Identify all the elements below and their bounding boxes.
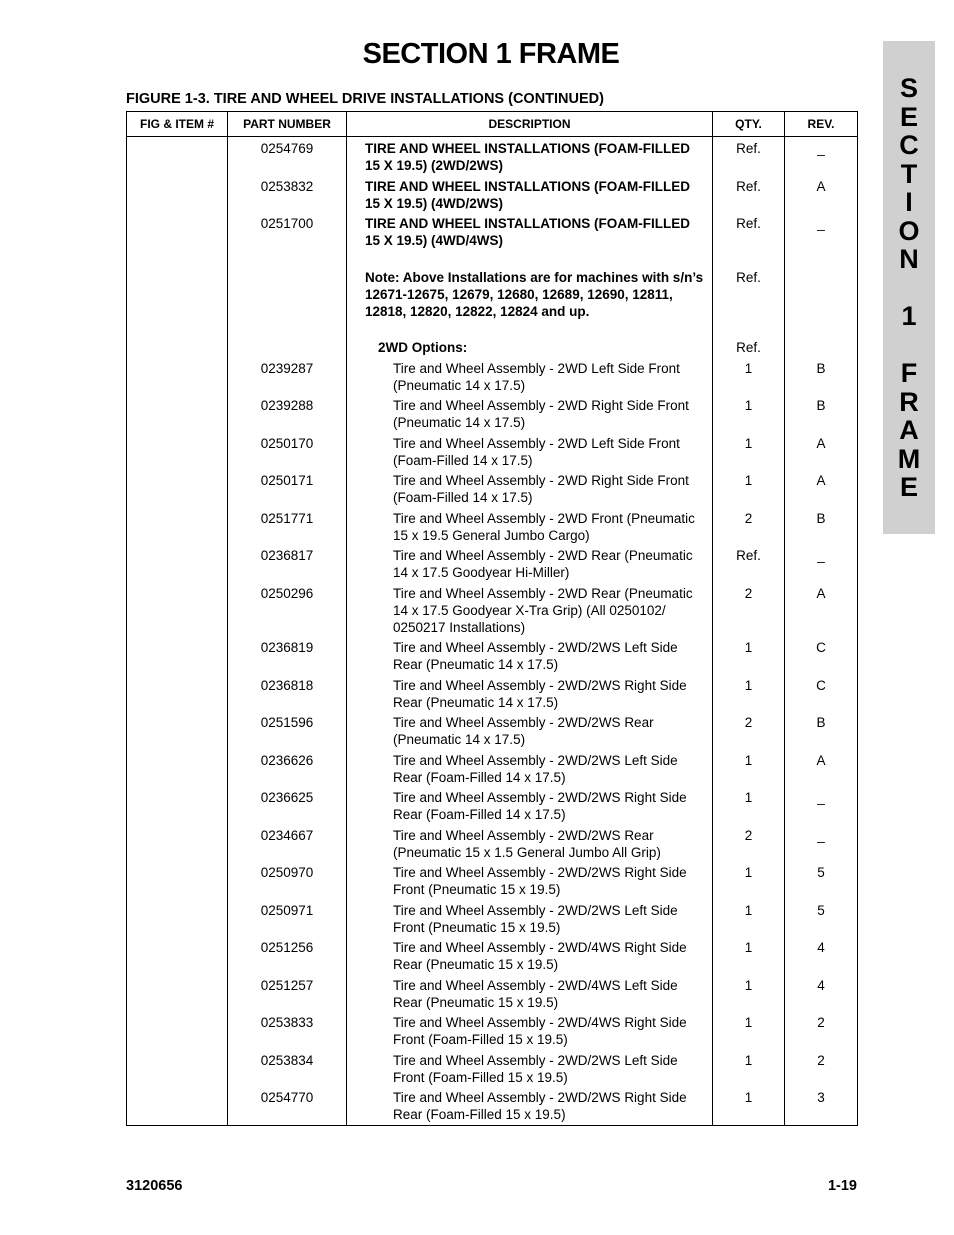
cell-part-number: 0236818 bbox=[228, 677, 347, 715]
cell-part-number: 0234667 bbox=[228, 827, 347, 865]
cell-description: Tire and Wheel Assembly - 2WD/2WS Left Side Front (Foam-Filled 15 x 19.5) bbox=[347, 1052, 713, 1090]
side-tab-letter: M bbox=[897, 443, 921, 474]
cell-fig-item bbox=[127, 1052, 228, 1090]
table-row bbox=[127, 1052, 858, 1090]
cell-fig-item bbox=[127, 827, 228, 865]
side-tab-letter: E bbox=[899, 101, 918, 132]
cell-fig-item bbox=[127, 323, 228, 360]
table-row bbox=[127, 1089, 858, 1126]
cell-fig-item bbox=[127, 977, 228, 1015]
cell-rev: _ bbox=[785, 789, 858, 827]
cell-rev: B bbox=[785, 360, 858, 398]
cell-fig-item bbox=[127, 677, 228, 715]
cell-part-number: 0236626 bbox=[228, 752, 347, 790]
cell-fig-item bbox=[127, 253, 228, 324]
cell-part-number: 0253832 bbox=[228, 178, 347, 216]
cell-qty: 1 bbox=[713, 789, 785, 827]
cell-rev: C bbox=[785, 677, 858, 715]
cell-description: Tire and Wheel Assembly - 2WD/2WS Left Side Front (Pneumatic 15 x 19.5) bbox=[347, 902, 713, 940]
cell-qty: 1 bbox=[713, 1014, 785, 1052]
side-tab-letter: C bbox=[899, 130, 919, 160]
table-row bbox=[127, 472, 858, 510]
table-row bbox=[127, 360, 858, 398]
side-tab-letter: E bbox=[899, 472, 918, 502]
side-tab-letter: A bbox=[899, 415, 919, 445]
cell-fig-item bbox=[127, 902, 228, 940]
cell-rev: A bbox=[785, 752, 858, 790]
cell-part-number: 0254770 bbox=[228, 1089, 347, 1126]
header-rev: REV. bbox=[785, 112, 858, 137]
cell-rev: B bbox=[785, 510, 858, 548]
cell-fig-item bbox=[127, 215, 228, 253]
cell-qty: 1 bbox=[713, 977, 785, 1015]
cell-qty: Ref. bbox=[713, 215, 785, 253]
cell-description: TIRE AND WHEEL INSTALLATIONS (FOAM-FILLED 15 X 19.5) (4WD/4WS) bbox=[347, 215, 713, 253]
cell-part-number: 0236625 bbox=[228, 789, 347, 827]
cell-description: Tire and Wheel Assembly - 2WD/2WS Right Side Rear (Foam-Filled 14 x 17.5) bbox=[347, 789, 713, 827]
table-row-note bbox=[127, 253, 858, 324]
cell-description: Tire and Wheel Assembly - 2WD Front (Pneumatic 15 x 19.5 General Jumbo Cargo) bbox=[347, 510, 713, 548]
cell-part-number: 0253833 bbox=[228, 1014, 347, 1052]
cell-fig-item bbox=[127, 360, 228, 398]
cell-description: Tire and Wheel Assembly - 2WD/2WS Left Side Rear (Pneumatic 14 x 17.5) bbox=[347, 639, 713, 677]
cell-rev: C bbox=[785, 639, 858, 677]
side-tab-letter: S bbox=[899, 73, 918, 103]
cell-description: Tire and Wheel Assembly - 2WD Rear (Pneumatic 14 x 17.5 Goodyear Hi-Miller) bbox=[347, 547, 713, 585]
table-row-options-heading bbox=[127, 323, 858, 360]
cell-part-number: 0251256 bbox=[228, 939, 347, 977]
section-title: SECTION 1 FRAME bbox=[362, 38, 620, 70]
header-fig-item: FIG & ITEM # bbox=[127, 112, 228, 137]
table-row bbox=[127, 677, 858, 715]
cell-description: Tire and Wheel Assembly - 2WD Rear (Pneumatic 14 x 17.5 Goodyear X-Tra Grip) (All 0250102/ 0250217 Installations) bbox=[347, 585, 713, 640]
cell-part-number: 0250170 bbox=[228, 435, 347, 473]
cell-part-number: 0250971 bbox=[228, 902, 347, 940]
table-row bbox=[127, 902, 858, 940]
cell-qty: 2 bbox=[713, 827, 785, 865]
cell-description: Tire and Wheel Assembly - 2WD/4WS Right Side Front (Foam-Filled 15 x 19.5) bbox=[347, 1014, 713, 1052]
side-tab-letter: 1 bbox=[901, 301, 917, 331]
cell-fig-item bbox=[127, 547, 228, 585]
cell-rev: _ bbox=[785, 547, 858, 585]
cell-description: Tire and Wheel Assembly - 2WD Right Side Front (Pneumatic 14 x 17.5) bbox=[347, 397, 713, 435]
side-tab-letter: R bbox=[899, 386, 919, 417]
document-number: 3120656 bbox=[126, 1178, 183, 1194]
cell-rev: A bbox=[785, 472, 858, 510]
cell-fig-item bbox=[127, 939, 228, 977]
cell-description: Tire and Wheel Assembly - 2WD/4WS Right Side Rear (Pneumatic 15 x 19.5) bbox=[347, 939, 713, 977]
cell-rev: B bbox=[785, 397, 858, 435]
cell-fig-item bbox=[127, 789, 228, 827]
cell-fig-item bbox=[127, 472, 228, 510]
table-row bbox=[127, 977, 858, 1015]
table-row bbox=[127, 939, 858, 977]
table-row bbox=[127, 215, 858, 253]
table-row bbox=[127, 397, 858, 435]
table-row bbox=[127, 435, 858, 473]
cell-rev: A bbox=[785, 178, 858, 216]
side-tab-letter: N bbox=[899, 244, 919, 274]
cell-qty: 1 bbox=[713, 1089, 785, 1126]
parts-table bbox=[126, 111, 858, 1126]
cell-fig-item bbox=[127, 1014, 228, 1052]
cell-fig-item bbox=[127, 714, 228, 752]
cell-fig-item bbox=[127, 397, 228, 435]
cell-qty: 2 bbox=[713, 714, 785, 752]
cell-part-number: 0250171 bbox=[228, 472, 347, 510]
table-row bbox=[127, 1014, 858, 1052]
cell-fig-item bbox=[127, 137, 228, 178]
cell-rev bbox=[785, 253, 858, 324]
cell-qty: 1 bbox=[713, 939, 785, 977]
table-row bbox=[127, 864, 858, 902]
cell-description: Tire and Wheel Assembly - 2WD/4WS Left Side Rear (Pneumatic 15 x 19.5) bbox=[347, 977, 713, 1015]
cell-qty: 1 bbox=[713, 902, 785, 940]
cell-description: TIRE AND WHEEL INSTALLATIONS (FOAM-FILLED 15 X 19.5) (2WD/2WS) bbox=[347, 137, 713, 178]
cell-qty: 1 bbox=[713, 752, 785, 790]
table-row bbox=[127, 585, 858, 640]
cell-qty: 1 bbox=[713, 435, 785, 473]
cell-qty: Ref. bbox=[713, 178, 785, 216]
cell-part-number: 0251700 bbox=[228, 215, 347, 253]
cell-rev: 5 bbox=[785, 864, 858, 902]
cell-qty: 1 bbox=[713, 677, 785, 715]
table-row bbox=[127, 510, 858, 548]
cell-rev: 4 bbox=[785, 977, 858, 1015]
header-part-number: PART NUMBER bbox=[228, 112, 347, 137]
table-row bbox=[127, 639, 858, 677]
cell-part-number: 0239287 bbox=[228, 360, 347, 398]
cell-part-number: 0250970 bbox=[228, 864, 347, 902]
cell-fig-item bbox=[127, 510, 228, 548]
cell-rev: 2 bbox=[785, 1014, 858, 1052]
cell-rev: 3 bbox=[785, 1089, 858, 1126]
options-heading: 2WD Options: bbox=[347, 323, 713, 360]
cell-part-number bbox=[228, 253, 347, 324]
cell-description: Tire and Wheel Assembly - 2WD/2WS Rear (Pneumatic 15 x 1.5 General Jumbo All Grip) bbox=[347, 827, 713, 865]
table-row bbox=[127, 137, 858, 178]
cell-rev: A bbox=[785, 435, 858, 473]
header-qty: QTY. bbox=[713, 112, 785, 137]
cell-part-number: 0236819 bbox=[228, 639, 347, 677]
cell-description: Tire and Wheel Assembly - 2WD Right Side Front (Foam-Filled 14 x 17.5) bbox=[347, 472, 713, 510]
table-row bbox=[127, 827, 858, 865]
cell-description: Tire and Wheel Assembly - 2WD/2WS Right Side Front (Pneumatic 15 x 19.5) bbox=[347, 864, 713, 902]
note-text: Note: Above Installations are for machines with s/n’s 12671-12675, 12679, 12680, 12689, 12690, 12811, 12818, 12820, 12822, 12824 and up. bbox=[347, 253, 713, 324]
cell-description: Tire and Wheel Assembly - 2WD/2WS Rear (Pneumatic 14 x 17.5) bbox=[347, 714, 713, 752]
side-tab-letter: O bbox=[898, 215, 920, 246]
cell-part-number: 0251596 bbox=[228, 714, 347, 752]
page-number: 1-19 bbox=[827, 1178, 857, 1194]
cell-part-number: 0254769 bbox=[228, 137, 347, 178]
cell-fig-item bbox=[127, 585, 228, 640]
cell-rev: 5 bbox=[785, 902, 858, 940]
cell-qty: 2 bbox=[713, 510, 785, 548]
cell-qty: 1 bbox=[713, 397, 785, 435]
cell-description: Tire and Wheel Assembly - 2WD Left Side Front (Foam-Filled 14 x 17.5) bbox=[347, 435, 713, 473]
side-tab-letter: F bbox=[900, 358, 918, 388]
cell-description: Tire and Wheel Assembly - 2WD/2WS Left Side Rear (Foam-Filled 14 x 17.5) bbox=[347, 752, 713, 790]
cell-part-number: 0239288 bbox=[228, 397, 347, 435]
table-row bbox=[127, 752, 858, 790]
header-description: DESCRIPTION bbox=[347, 112, 713, 137]
cell-qty: 1 bbox=[713, 1052, 785, 1090]
cell-part-number: 0251771 bbox=[228, 510, 347, 548]
cell-part-number: 0253834 bbox=[228, 1052, 347, 1090]
cell-qty: 1 bbox=[713, 472, 785, 510]
table-row bbox=[127, 714, 858, 752]
cell-rev: _ bbox=[785, 137, 858, 178]
table-row bbox=[127, 789, 858, 827]
cell-fig-item bbox=[127, 178, 228, 216]
cell-qty: Ref. bbox=[713, 253, 785, 324]
cell-fig-item bbox=[127, 864, 228, 902]
cell-rev: _ bbox=[785, 215, 858, 253]
cell-qty: Ref. bbox=[713, 137, 785, 178]
cell-rev: 2 bbox=[785, 1052, 858, 1090]
side-tab-letter: I bbox=[905, 187, 913, 217]
cell-qty: Ref. bbox=[713, 547, 785, 585]
cell-rev: 4 bbox=[785, 939, 858, 977]
cell-qty: Ref. bbox=[713, 323, 785, 360]
cell-rev: B bbox=[785, 714, 858, 752]
table-row bbox=[127, 178, 858, 216]
cell-description: Tire and Wheel Assembly - 2WD Left Side Front (Pneumatic 14 x 17.5) bbox=[347, 360, 713, 398]
cell-fig-item bbox=[127, 752, 228, 790]
cell-qty: 1 bbox=[713, 639, 785, 677]
table-row bbox=[127, 547, 858, 585]
cell-qty: 1 bbox=[713, 360, 785, 398]
cell-description: TIRE AND WHEEL INSTALLATIONS (FOAM-FILLED 15 X 19.5) (4WD/2WS) bbox=[347, 178, 713, 216]
side-tab-letter: T bbox=[900, 158, 918, 189]
cell-rev: _ bbox=[785, 827, 858, 865]
cell-part-number: 0236817 bbox=[228, 547, 347, 585]
cell-fig-item bbox=[127, 639, 228, 677]
cell-description: Tire and Wheel Assembly - 2WD/2WS Right Side Rear (Pneumatic 14 x 17.5) bbox=[347, 677, 713, 715]
cell-fig-item bbox=[127, 435, 228, 473]
cell-description: Tire and Wheel Assembly - 2WD/2WS Right Side Rear (Foam-Filled 15 x 19.5) bbox=[347, 1089, 713, 1126]
cell-rev bbox=[785, 323, 858, 360]
cell-part-number bbox=[228, 323, 347, 360]
section-side-tab bbox=[883, 41, 935, 534]
figure-caption: FIGURE 1-3. TIRE AND WHEEL DRIVE INSTALLATIONS (CONTINUED) bbox=[126, 91, 604, 107]
cell-part-number: 0250296 bbox=[228, 585, 347, 640]
cell-qty: 1 bbox=[713, 864, 785, 902]
cell-qty: 2 bbox=[713, 585, 785, 640]
cell-rev: A bbox=[785, 585, 858, 640]
cell-fig-item bbox=[127, 1089, 228, 1126]
table-header-row bbox=[127, 112, 858, 137]
cell-part-number: 0251257 bbox=[228, 977, 347, 1015]
